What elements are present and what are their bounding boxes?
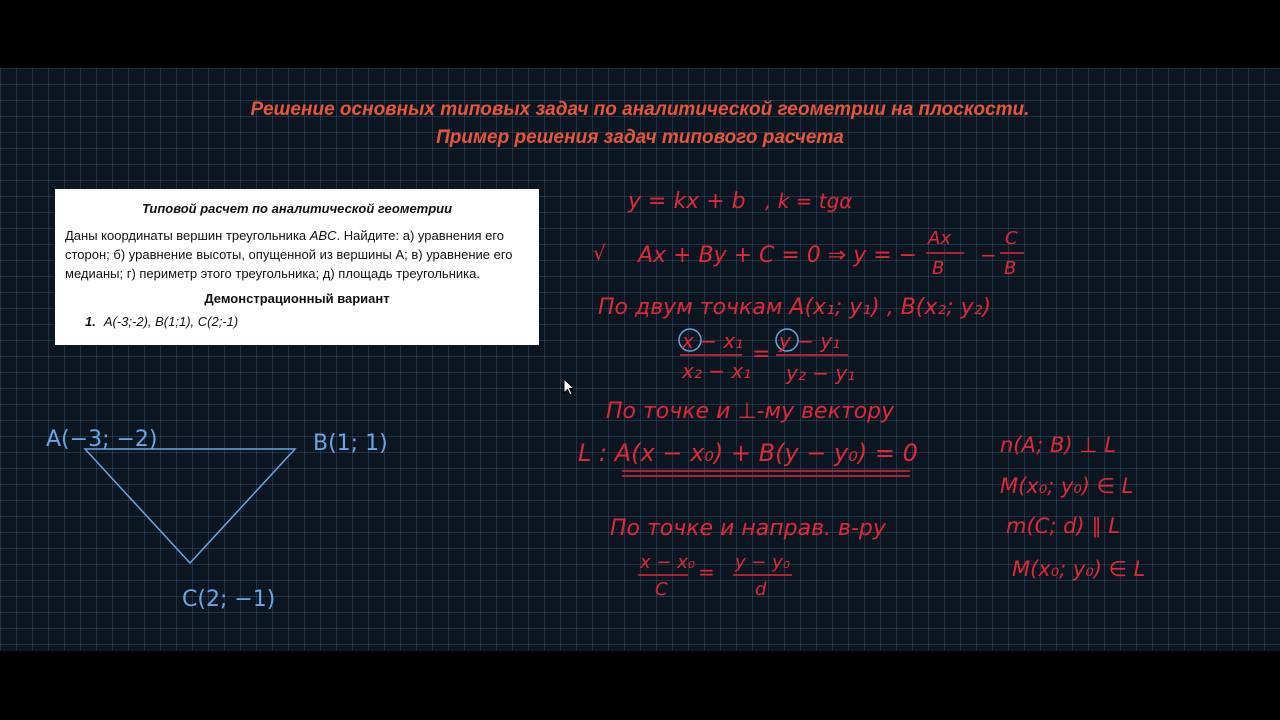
card-item-number: 1. bbox=[85, 314, 96, 329]
eq-frac-b1: B bbox=[932, 258, 945, 279]
frac3-den: C bbox=[655, 579, 668, 600]
title-line-2: Пример решения задач типового расчета bbox=[436, 127, 844, 148]
handwriting-layer bbox=[0, 68, 1280, 651]
eq-general: Ax + By + C = 0 ⇒ y = − bbox=[638, 243, 918, 268]
card-item-text: A(-3;-2), B(1;1), C(2;-1) bbox=[103, 314, 239, 329]
frac4-den: d bbox=[755, 579, 767, 600]
frac-equals: = bbox=[752, 342, 771, 367]
eq-minus: − bbox=[980, 243, 997, 267]
direction-vector: m(C; d) ∥ L bbox=[1006, 514, 1121, 538]
frac2-num: y − y₁ bbox=[779, 329, 841, 353]
frac-equals-2: = bbox=[698, 560, 715, 584]
card-heading: Типовой расчет по аналитической геометрии bbox=[141, 201, 453, 216]
card-body-prefix: Даны координаты вершин треугольника bbox=[65, 228, 310, 243]
line-equation: L : A(x − x₀) + B(y − y₀) = 0 bbox=[578, 439, 918, 467]
check-mark: √ bbox=[593, 241, 606, 265]
card-body-suffix: . Найдите: а) уравнения его сторон; б) уравнение высоты, опущенной из вершины А; в) уравнение его медианы; г) периметр этого треугольника; д) площадь треугольника. bbox=[65, 228, 513, 281]
frac2-den: y₂ − y₁ bbox=[786, 361, 856, 385]
eq-slope: y = kx + b bbox=[628, 189, 746, 214]
eq-frac-b2: B bbox=[1004, 258, 1017, 279]
eq-slope-k: , k = tgα bbox=[765, 189, 853, 213]
card-body-abc: ABC bbox=[309, 228, 337, 243]
mouse-cursor-icon bbox=[563, 378, 575, 396]
card-subheading: Демонстрационный вариант bbox=[204, 291, 390, 306]
label-c: C(2; −1) bbox=[182, 587, 276, 612]
frac3-num: x − x₀ bbox=[640, 552, 696, 573]
eq-frac-c: C bbox=[1005, 228, 1018, 249]
normal-vector: n(A; B) ⊥ L bbox=[1000, 433, 1116, 457]
title-line-1: Решение основных типовых задач по аналитической геометрии на плоскости. bbox=[250, 99, 1030, 120]
frac1-den: x₂ − x₁ bbox=[682, 359, 752, 383]
point-on-line-2: M(x₀; y₀) ∈ L bbox=[1012, 557, 1146, 581]
triangle-abc bbox=[85, 449, 295, 563]
label-b: B(1; 1) bbox=[313, 431, 388, 456]
point-vector-heading: По точке и ⊥-му вектору bbox=[606, 399, 895, 424]
grid-board bbox=[0, 68, 1280, 651]
two-points-heading: По двум точкам A(x₁; y₁) , B(x₂; y₂) bbox=[598, 295, 992, 320]
label-a: A(−3; −2) bbox=[46, 427, 158, 452]
point-on-line-1: M(x₀; y₀) ∈ L bbox=[1000, 474, 1134, 498]
eq-frac-ax: Ax bbox=[928, 228, 951, 249]
frac4-num: y − y₀ bbox=[735, 552, 791, 573]
frac1-num: x − x₁ bbox=[682, 329, 744, 353]
point-direction-heading: По точке и направ. в-ру bbox=[610, 516, 886, 541]
